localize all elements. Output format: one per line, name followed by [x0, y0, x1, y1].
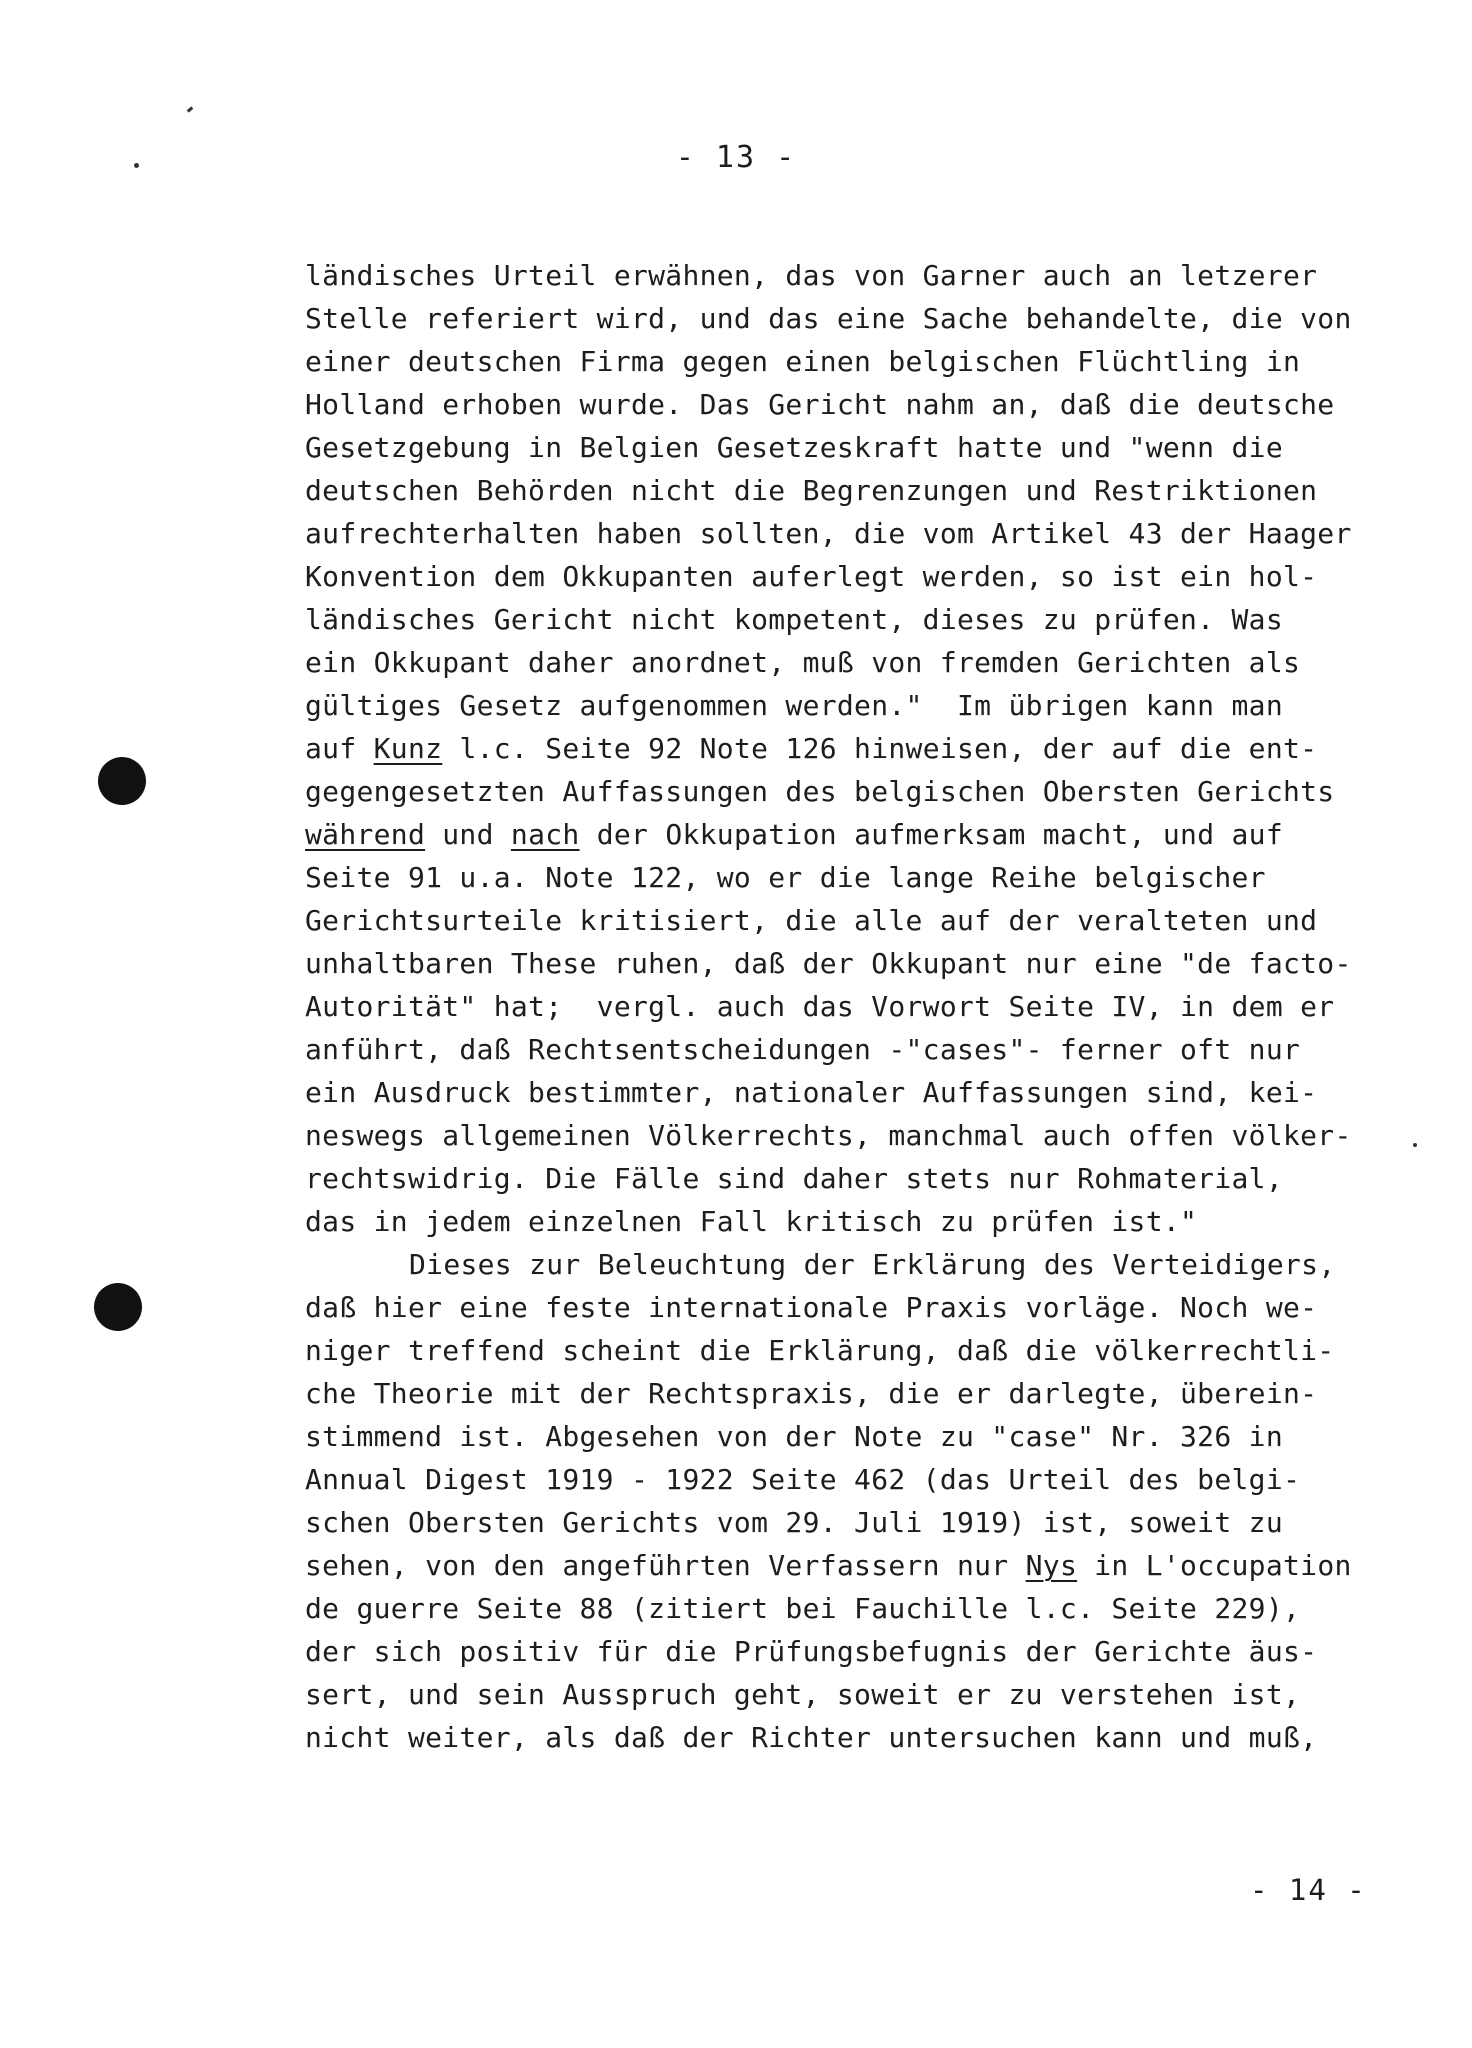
text-line: nicht weiter, als daß der Richter untersuchen kann und muß, — [305, 1721, 1318, 1754]
text-line: sert, und sein Ausspruch geht, soweit er zu verstehen ist, — [305, 1678, 1301, 1711]
text-line: Konvention dem Okkupanten auferlegt werden, so ist ein hol- — [305, 560, 1318, 593]
text-line: che Theorie mit der Rechtspraxis, die er darlegte, überein- — [305, 1377, 1318, 1410]
paragraph — [305, 1243, 1415, 1759]
text-line: deutschen Behörden nicht die Begrenzungen und Restriktionen — [305, 474, 1318, 507]
text-line: Holland erhoben wurde. Das Gericht nahm an, daß die deutsche — [305, 388, 1335, 421]
text-segment: auf — [305, 732, 374, 765]
text-segment: und — [425, 818, 511, 851]
text-line: gültiges Gesetz aufgenommen werden." Im übrigen kann man — [305, 689, 1283, 722]
text-line: Dieses zur Beleuchtung der Erklärung des Verteidigers, — [409, 1248, 1336, 1281]
underlined-term: während — [305, 818, 426, 851]
text-line: Gerichtsurteile kritisiert, die alle auf der veralteten und — [305, 904, 1318, 937]
text-line: gegengesetzten Auffassungen des belgischen Obersten Gerichts — [305, 775, 1335, 808]
text-segment: sehen, von den angeführten Verfassern nur — [305, 1549, 1026, 1582]
text-line: ländisches Gericht nicht kompetent, dieses zu prüfen. Was — [305, 603, 1283, 636]
text-line: Stelle referiert wird, und das eine Sache behandelte, die von — [305, 302, 1352, 335]
page-number: - 13 - — [675, 140, 797, 175]
punch-hole-bottom — [94, 1283, 142, 1331]
text-line: rechtswidrig. Die Fälle sind daher stets nur Rohmaterial, — [305, 1162, 1283, 1195]
text-line — [305, 1544, 1415, 1587]
text-line: einer deutschen Firma gegen einen belgischen Flüchtling in — [305, 345, 1301, 378]
text-line: niger treffend scheint die Erklärung, daß die völkerrechtli- — [305, 1334, 1335, 1367]
next-page-indicator: - 14 - — [1250, 1873, 1367, 1907]
text-line: ein Okkupant daher anordnet, muß von fremden Gerichten als — [305, 646, 1301, 679]
text-line: der sich positiv für die Prüfungsbefugnis der Gerichte äus- — [305, 1635, 1318, 1668]
underlined-term: Kunz — [373, 732, 443, 765]
text-line — [305, 727, 1415, 770]
text-line: aufrechterhalten haben sollten, die vom Artikel 43 der Haager — [305, 517, 1352, 550]
underlined-term: nach — [510, 818, 580, 851]
margin-tick-mark — [187, 106, 194, 112]
text-line: Autorität" hat; vergl. auch das Vorwort Seite IV, in dem er — [305, 990, 1335, 1023]
text-line: Seite 91 u.a. Note 122, wo er die lange Reihe belgischer — [305, 861, 1266, 894]
text-line: das in jedem einzelnen Fall kritisch zu prüfen ist." — [305, 1205, 1198, 1238]
text-line: ländisches Urteil erwähnen, das von Garner auch an letzerer — [305, 259, 1318, 292]
underlined-term: Nys — [1025, 1549, 1078, 1582]
paragraph — [305, 254, 1415, 1243]
text-line: anführt, daß Rechtsentscheidungen -"cases"- ferner oft nur — [305, 1033, 1301, 1066]
text-line: schen Obersten Gerichts vom 29. Juli 1919) ist, soweit zu — [305, 1506, 1283, 1539]
text-line: Annual Digest 1919 - 1922 Seite 462 (das Urteil des belgi- — [305, 1463, 1301, 1496]
text-line: Gesetzgebung in Belgien Gesetzeskraft hatte und "wenn die — [305, 431, 1283, 464]
text-line: de guerre Seite 88 (zitiert bei Fauchille l.c. Seite 229), — [305, 1592, 1301, 1625]
text-line: stimmend ist. Abgesehen von der Note zu "case" Nr. 326 in — [305, 1420, 1283, 1453]
text-line: neswegs allgemeinen Völkerrechts, manchmal auch offen völker- — [305, 1119, 1352, 1152]
text-line: ein Ausdruck bestimmter, nationaler Auffassungen sind, kei- — [305, 1076, 1318, 1109]
text-line: daß hier eine feste internationale Praxis vorläge. Noch we- — [305, 1291, 1318, 1324]
text-line — [305, 813, 1415, 856]
text-segment: der Okkupation aufmerksam macht, und auf — [579, 818, 1284, 851]
document-body — [305, 254, 1415, 1759]
text-line: unhaltbaren These ruhen, daß der Okkupant nur eine "de facto- — [305, 947, 1352, 980]
text-segment: l.c. Seite 92 Note 126 hinweisen, der auf die ent- — [442, 732, 1318, 765]
punch-hole-top — [98, 757, 146, 805]
text-segment: in L'occupation — [1077, 1549, 1352, 1582]
